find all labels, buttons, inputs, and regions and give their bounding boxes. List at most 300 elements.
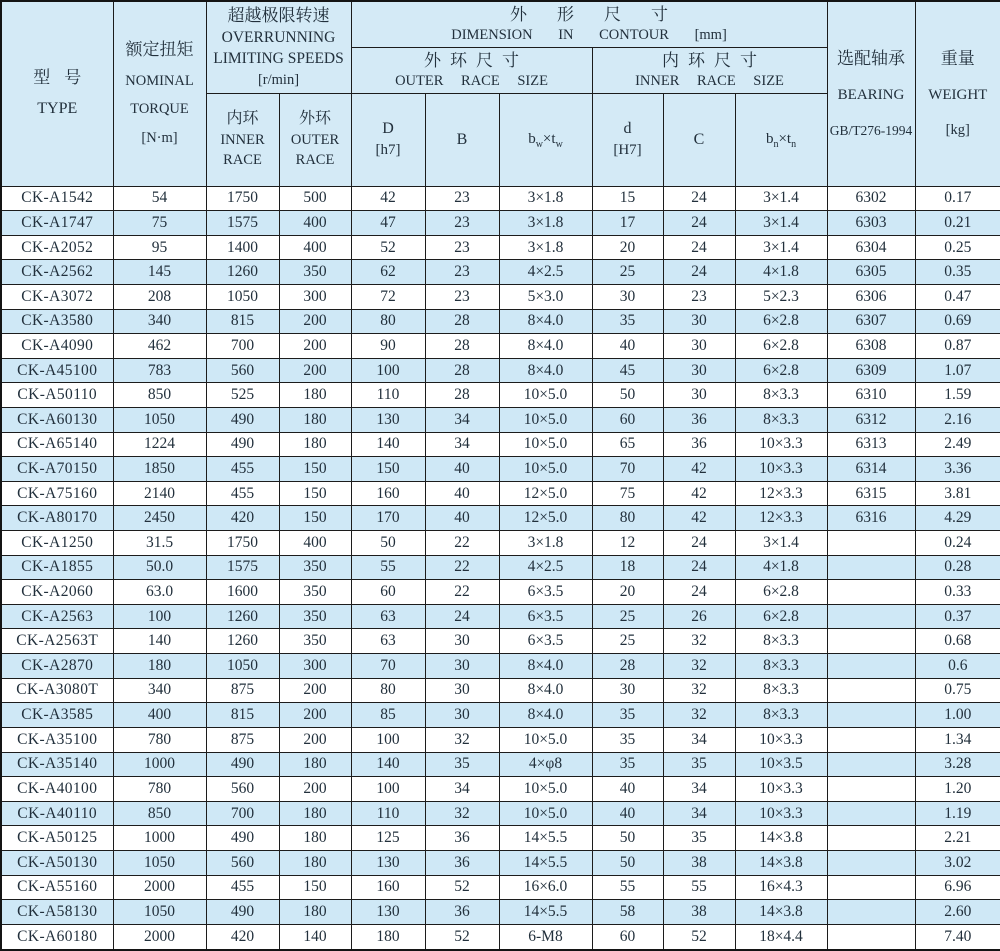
cell-D: 100	[351, 777, 425, 802]
cell-bw-tw: 8×4.0	[499, 334, 592, 359]
cell-D: 90	[351, 334, 425, 359]
cell-inner-race-speed: 490	[206, 752, 279, 777]
cell-weight: 4.29	[915, 506, 1000, 531]
cell-C: 24	[663, 555, 735, 580]
cell-inner-race-speed: 1400	[206, 235, 279, 260]
cell-B: 40	[425, 457, 499, 482]
cell-d: 15	[592, 186, 663, 211]
cell-bw-tw: 10×5.0	[499, 383, 592, 408]
cell-nominal-torque: 850	[113, 801, 206, 826]
cell-bearing	[827, 555, 915, 580]
cell-outer-race-speed: 350	[279, 580, 351, 605]
cell-bearing	[827, 604, 915, 629]
cell-type: CK-A40110	[1, 801, 113, 826]
table-row	[1, 924, 1000, 950]
cell-bearing	[827, 900, 915, 925]
cell-B: 23	[425, 284, 499, 309]
cell-type: CK-A3080T	[1, 678, 113, 703]
cell-outer-race-speed: 300	[279, 654, 351, 679]
cell-D: 100	[351, 358, 425, 383]
table-row	[1, 211, 1000, 236]
header-B-label: B	[456, 130, 468, 148]
cell-d: 25	[592, 260, 663, 285]
cell-outer-race-speed: 200	[279, 309, 351, 334]
cell-bearing	[827, 752, 915, 777]
cell-B: 35	[425, 752, 499, 777]
cell-bn-tn: 12×3.3	[735, 506, 827, 531]
cell-nominal-torque: 1050	[113, 407, 206, 432]
header-speeds	[206, 1, 351, 93]
cell-D: 63	[351, 629, 425, 654]
cell-type: CK-A4090	[1, 334, 113, 359]
cell-nominal-torque: 850	[113, 383, 206, 408]
cell-B: 23	[425, 186, 499, 211]
cell-bw-tw: 3×1.8	[499, 235, 592, 260]
cell-weight: 2.49	[915, 432, 1000, 457]
header-inner-race-size	[592, 47, 827, 93]
cell-outer-race-speed: 150	[279, 481, 351, 506]
cell-nominal-torque: 340	[113, 678, 206, 703]
cell-B: 30	[425, 678, 499, 703]
cell-weight: 0.75	[915, 678, 1000, 703]
cell-C: 38	[663, 900, 735, 925]
cell-outer-race-speed: 200	[279, 777, 351, 802]
header-bearing-cn: 选配轴承	[837, 49, 906, 69]
cell-weight: 0.24	[915, 531, 1000, 556]
cell-inner-race-speed: 490	[206, 432, 279, 457]
header-col-d	[592, 93, 663, 186]
cell-bearing	[827, 850, 915, 875]
cell-D: 125	[351, 826, 425, 851]
cell-nominal-torque: 63.0	[113, 580, 206, 605]
cell-type: CK-A2052	[1, 235, 113, 260]
cell-type: CK-A3585	[1, 703, 113, 728]
cell-weight: 0.47	[915, 284, 1000, 309]
cell-B: 28	[425, 383, 499, 408]
cell-outer-race-speed: 500	[279, 186, 351, 211]
cell-inner-race-speed: 700	[206, 801, 279, 826]
cell-C: 36	[663, 407, 735, 432]
cell-bearing: 6313	[827, 432, 915, 457]
header-bw-tw-label: $b_w\times t_w$	[528, 130, 563, 150]
cell-type: CK-A35100	[1, 727, 113, 752]
cell-bn-tn: 3×1.4	[735, 235, 827, 260]
cell-weight: 1.34	[915, 727, 1000, 752]
cell-B: 28	[425, 358, 499, 383]
cell-bearing	[827, 531, 915, 556]
cell-B: 34	[425, 777, 499, 802]
cell-inner-race-speed: 560	[206, 777, 279, 802]
table-row	[1, 703, 1000, 728]
cell-D: 80	[351, 678, 425, 703]
cell-bearing	[827, 629, 915, 654]
cell-bn-tn: 6×2.8	[735, 604, 827, 629]
cell-D: 130	[351, 850, 425, 875]
cell-outer-race-speed: 150	[279, 506, 351, 531]
cell-type: CK-A70150	[1, 457, 113, 482]
cell-D: 100	[351, 727, 425, 752]
cell-d: 30	[592, 678, 663, 703]
cell-bearing: 6304	[827, 235, 915, 260]
cell-d: 25	[592, 629, 663, 654]
header-type-en: TYPE	[37, 100, 78, 118]
cell-d: 28	[592, 654, 663, 679]
cell-outer-race-speed: 200	[279, 727, 351, 752]
header-torque-en2: TORQUE	[130, 101, 189, 118]
cell-inner-race-speed: 815	[206, 309, 279, 334]
header-inner-race-en1: INNER	[220, 132, 265, 149]
cell-outer-race-speed: 180	[279, 900, 351, 925]
cell-C: 36	[663, 432, 735, 457]
cell-weight: 1.19	[915, 801, 1000, 826]
header-inner-race-speed	[206, 93, 279, 186]
cell-bn-tn: 14×3.8	[735, 826, 827, 851]
table-row	[1, 629, 1000, 654]
cell-inner-race-speed: 1575	[206, 211, 279, 236]
cell-outer-race-speed: 150	[279, 875, 351, 900]
table-row	[1, 358, 1000, 383]
table-body	[1, 186, 1000, 950]
cell-C: 30	[663, 383, 735, 408]
cell-C: 24	[663, 260, 735, 285]
cell-bearing	[827, 875, 915, 900]
cell-outer-race-speed: 350	[279, 604, 351, 629]
cell-C: 34	[663, 801, 735, 826]
cell-D: 60	[351, 580, 425, 605]
cell-bw-tw: 10×5.0	[499, 457, 592, 482]
cell-bw-tw: 14×5.5	[499, 826, 592, 851]
cell-B: 36	[425, 900, 499, 925]
cell-outer-race-speed: 400	[279, 211, 351, 236]
cell-type: CK-A45100	[1, 358, 113, 383]
cell-B: 22	[425, 580, 499, 605]
cell-d: 65	[592, 432, 663, 457]
cell-C: 23	[663, 284, 735, 309]
cell-nominal-torque: 208	[113, 284, 206, 309]
cell-weight: 0.28	[915, 555, 1000, 580]
header-weight-cn: 重量	[940, 48, 975, 68]
cell-d: 40	[592, 801, 663, 826]
cell-d: 35	[592, 752, 663, 777]
cell-D: 42	[351, 186, 425, 211]
table-row	[1, 801, 1000, 826]
cell-outer-race-speed: 350	[279, 555, 351, 580]
cell-B: 30	[425, 629, 499, 654]
cell-D: 110	[351, 801, 425, 826]
cell-B: 36	[425, 850, 499, 875]
cell-bn-tn: 8×3.3	[735, 678, 827, 703]
cell-outer-race-speed: 200	[279, 703, 351, 728]
cell-bw-tw: 12×5.0	[499, 506, 592, 531]
cell-inner-race-speed: 490	[206, 900, 279, 925]
cell-bn-tn: 6×2.8	[735, 358, 827, 383]
cell-bn-tn: 10×3.3	[735, 457, 827, 482]
header-inner-race-cn: 内环	[226, 110, 259, 128]
cell-bn-tn: 10×3.3	[735, 801, 827, 826]
header-torque-en1: NOMINAL	[125, 72, 194, 89]
table-row	[1, 678, 1000, 703]
cell-D: 110	[351, 383, 425, 408]
cell-weight: 2.60	[915, 900, 1000, 925]
cell-C: 32	[663, 629, 735, 654]
cell-bearing	[827, 801, 915, 826]
cell-C: 32	[663, 654, 735, 679]
cell-C: 24	[663, 186, 735, 211]
table-row	[1, 334, 1000, 359]
cell-D: 50	[351, 531, 425, 556]
cell-B: 32	[425, 801, 499, 826]
header-col-B	[425, 93, 499, 186]
cell-bn-tn: 4×1.8	[735, 555, 827, 580]
cell-bn-tn: 12×3.3	[735, 481, 827, 506]
cell-C: 34	[663, 777, 735, 802]
cell-bearing	[827, 703, 915, 728]
header-weight-unit: [kg]	[945, 122, 970, 139]
cell-type: CK-A3580	[1, 309, 113, 334]
cell-d: 40	[592, 334, 663, 359]
cell-nominal-torque: 1000	[113, 752, 206, 777]
cell-type: CK-A40100	[1, 777, 113, 802]
cell-inner-race-speed: 1260	[206, 604, 279, 629]
cell-outer-race-speed: 400	[279, 235, 351, 260]
cell-d: 25	[592, 604, 663, 629]
cell-d: 45	[592, 358, 663, 383]
cell-bw-tw: 3×1.8	[499, 186, 592, 211]
cell-D: 160	[351, 875, 425, 900]
cell-bn-tn: 16×4.3	[735, 875, 827, 900]
cell-D: 62	[351, 260, 425, 285]
cell-bw-tw: 12×5.0	[499, 481, 592, 506]
header-weight-en: WEIGHT	[928, 86, 988, 103]
cell-bearing	[827, 777, 915, 802]
cell-C: 42	[663, 457, 735, 482]
cell-weight: 0.69	[915, 309, 1000, 334]
cell-bearing: 6302	[827, 186, 915, 211]
cell-bearing: 6308	[827, 334, 915, 359]
cell-C: 32	[663, 703, 735, 728]
cell-bw-tw: 3×1.8	[499, 531, 592, 556]
cell-weight: 0.21	[915, 211, 1000, 236]
header-dimension	[351, 1, 827, 47]
cell-B: 34	[425, 407, 499, 432]
cell-bn-tn: 8×3.3	[735, 703, 827, 728]
cell-inner-race-speed: 875	[206, 727, 279, 752]
cell-outer-race-speed: 180	[279, 752, 351, 777]
cell-type: CK-A75160	[1, 481, 113, 506]
cell-bw-tw: 10×5.0	[499, 727, 592, 752]
cell-bearing: 6316	[827, 506, 915, 531]
cell-bn-tn: 8×3.3	[735, 629, 827, 654]
cell-D: 150	[351, 457, 425, 482]
cell-weight: 0.6	[915, 654, 1000, 679]
cell-bw-tw: 8×4.0	[499, 309, 592, 334]
cell-inner-race-speed: 1260	[206, 629, 279, 654]
table-row	[1, 309, 1000, 334]
cell-bn-tn: 6×2.8	[735, 309, 827, 334]
cell-C: 35	[663, 826, 735, 851]
cell-weight: 3.36	[915, 457, 1000, 482]
cell-nominal-torque: 1000	[113, 826, 206, 851]
cell-D: 63	[351, 604, 425, 629]
cell-bearing	[827, 727, 915, 752]
cell-bn-tn: 3×1.4	[735, 531, 827, 556]
header-torque	[113, 1, 206, 186]
cell-weight: 3.28	[915, 752, 1000, 777]
cell-inner-race-speed: 1750	[206, 531, 279, 556]
header-d-tolerance: [H7]	[613, 142, 642, 158]
cell-outer-race-speed: 180	[279, 407, 351, 432]
cell-B: 22	[425, 531, 499, 556]
cell-weight: 7.40	[915, 924, 1000, 950]
cell-d: 50	[592, 850, 663, 875]
cell-nominal-torque: 1224	[113, 432, 206, 457]
header-speeds-en2: LIMITING SPEEDS	[213, 50, 344, 68]
cell-type: CK-A2563T	[1, 629, 113, 654]
header-torque-unit: [N·m]	[141, 130, 178, 147]
cell-bearing	[827, 924, 915, 950]
table-row	[1, 260, 1000, 285]
header-row-1	[1, 1, 1000, 47]
header-dimension-cn: 外形尺寸	[510, 4, 698, 24]
cell-inner-race-speed: 875	[206, 678, 279, 703]
cell-nominal-torque: 100	[113, 604, 206, 629]
cell-inner-race-speed: 1050	[206, 284, 279, 309]
cell-B: 23	[425, 211, 499, 236]
cell-type: CK-A2060	[1, 580, 113, 605]
cell-inner-race-speed: 1050	[206, 654, 279, 679]
cell-nominal-torque: 50.0	[113, 555, 206, 580]
table-row	[1, 457, 1000, 482]
cell-type: CK-A1250	[1, 531, 113, 556]
cell-bn-tn: 6×2.8	[735, 334, 827, 359]
cell-inner-race-speed: 1575	[206, 555, 279, 580]
table-row	[1, 604, 1000, 629]
cell-type: CK-A55160	[1, 875, 113, 900]
cell-C: 32	[663, 678, 735, 703]
cell-weight: 0.68	[915, 629, 1000, 654]
cell-D: 140	[351, 432, 425, 457]
cell-bn-tn: 4×1.8	[735, 260, 827, 285]
cell-B: 40	[425, 481, 499, 506]
cell-bearing: 6309	[827, 358, 915, 383]
cell-nominal-torque: 783	[113, 358, 206, 383]
table-row	[1, 407, 1000, 432]
cell-D: 130	[351, 407, 425, 432]
header-bearing	[827, 1, 915, 186]
header-outer-race-en1: OUTER	[290, 132, 340, 149]
cell-outer-race-speed: 180	[279, 826, 351, 851]
cell-weight: 2.21	[915, 826, 1000, 851]
cell-outer-race-speed: 300	[279, 284, 351, 309]
cell-C: 38	[663, 850, 735, 875]
cell-C: 26	[663, 604, 735, 629]
cell-nominal-torque: 31.5	[113, 531, 206, 556]
cell-inner-race-speed: 420	[206, 506, 279, 531]
cell-bw-tw: 8×4.0	[499, 678, 592, 703]
cell-d: 40	[592, 777, 663, 802]
cell-outer-race-speed: 200	[279, 358, 351, 383]
cell-type: CK-A60180	[1, 924, 113, 950]
header-inner-size-en: INNER RACE SIZE	[635, 72, 784, 89]
cell-bearing: 6303	[827, 211, 915, 236]
cell-B: 22	[425, 555, 499, 580]
table-row	[1, 900, 1000, 925]
cell-d: 50	[592, 826, 663, 851]
header-type	[1, 1, 113, 186]
cell-outer-race-speed: 140	[279, 924, 351, 950]
cell-weight: 1.20	[915, 777, 1000, 802]
cell-bw-tw: 8×4.0	[499, 654, 592, 679]
cell-C: 24	[663, 211, 735, 236]
cell-nominal-torque: 340	[113, 309, 206, 334]
cell-nominal-torque: 1850	[113, 457, 206, 482]
table-row	[1, 432, 1000, 457]
cell-bearing: 6305	[827, 260, 915, 285]
cell-bn-tn: 14×3.8	[735, 900, 827, 925]
table-row	[1, 580, 1000, 605]
cell-D: 170	[351, 506, 425, 531]
cell-weight: 3.02	[915, 850, 1000, 875]
cell-nominal-torque: 400	[113, 703, 206, 728]
table-row	[1, 727, 1000, 752]
cell-bw-tw: 6×3.5	[499, 580, 592, 605]
cell-bw-tw: 6×3.5	[499, 604, 592, 629]
cell-bearing	[827, 654, 915, 679]
header-bearing-std: GB/T276-1994	[829, 122, 913, 138]
cell-inner-race-speed: 560	[206, 358, 279, 383]
cell-bn-tn: 10×3.5	[735, 752, 827, 777]
cell-bn-tn: 18×4.4	[735, 924, 827, 950]
header-weight	[915, 1, 1000, 186]
header-bearing-en: BEARING	[837, 87, 905, 104]
header-D-tolerance: [h7]	[375, 142, 401, 158]
cell-bw-tw: 10×5.0	[499, 777, 592, 802]
cell-bw-tw: 10×5.0	[499, 801, 592, 826]
cell-C: 42	[663, 481, 735, 506]
header-outer-race-cn: 外环	[298, 110, 331, 128]
cell-bn-tn: 3×1.4	[735, 211, 827, 236]
cell-nominal-torque: 780	[113, 727, 206, 752]
cell-bn-tn: 8×3.3	[735, 407, 827, 432]
cell-bn-tn: 10×3.3	[735, 777, 827, 802]
cell-weight: 1.00	[915, 703, 1000, 728]
cell-bw-tw: 8×4.0	[499, 358, 592, 383]
cell-weight: 0.25	[915, 235, 1000, 260]
header-outer-race-size	[351, 47, 592, 93]
cell-d: 30	[592, 284, 663, 309]
cell-B: 32	[425, 727, 499, 752]
cell-inner-race-speed: 815	[206, 703, 279, 728]
cell-C: 42	[663, 506, 735, 531]
cell-B: 52	[425, 875, 499, 900]
table-row	[1, 654, 1000, 679]
cell-bw-tw: 6×3.5	[499, 629, 592, 654]
header-type-cn: 型号	[33, 68, 96, 88]
cell-d: 20	[592, 580, 663, 605]
table-row	[1, 875, 1000, 900]
table-header	[1, 1, 1000, 186]
cell-d: 75	[592, 481, 663, 506]
cell-B: 40	[425, 506, 499, 531]
header-speeds-cn: 超越极限转速	[227, 6, 330, 26]
cell-B: 23	[425, 260, 499, 285]
cell-bearing: 6314	[827, 457, 915, 482]
cell-d: 35	[592, 309, 663, 334]
cell-weight: 3.81	[915, 481, 1000, 506]
cell-B: 28	[425, 309, 499, 334]
cell-nominal-torque: 145	[113, 260, 206, 285]
cell-C: 30	[663, 309, 735, 334]
